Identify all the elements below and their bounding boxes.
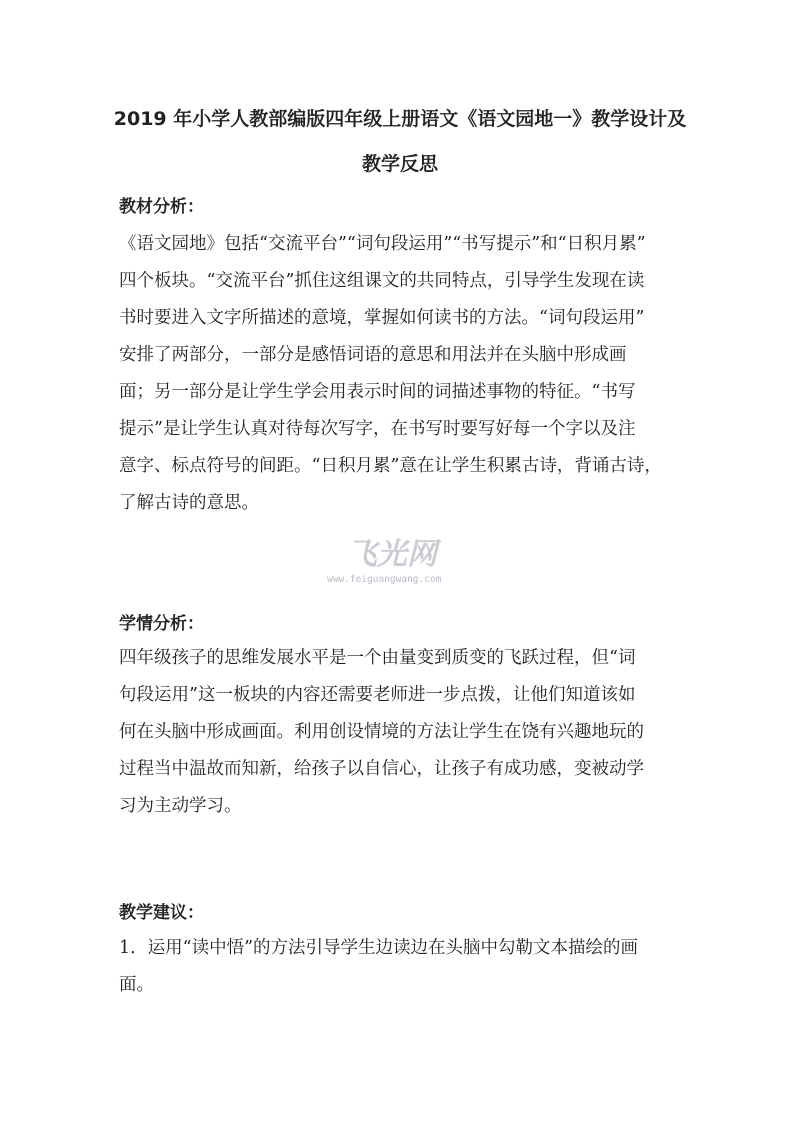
material-analysis-heading: 教材分析： (119, 197, 204, 217)
watermark-brand: 飞光网 (347, 537, 437, 572)
teaching-suggestions-heading: 教学建议： (119, 903, 204, 923)
teaching-suggestions-body: 1．运用“读中悟”的方法引导学生边读边在头脑中勾勒文本描绘的画 面。 (119, 938, 639, 995)
student-analysis-heading: 学情分析： (119, 614, 204, 634)
watermark-logo (325, 528, 475, 590)
document-title-line-1: 2019 年小学人教部编版四年级上册语文《语文园地一》教学设计及 (113, 108, 687, 130)
document-title-line-2: 教学反思 (361, 153, 438, 175)
student-analysis-body: 四年级孩子的思维发展水平是一个由量变到质变的飞跃过程，但“词 句段运用”这一板块的内容还需要老师进一步点拨，让他们知道该如 何在头脑中形成画面。利用创设情境的方法让学生在饶有兴趣地玩的 过程当中温故而知新，给孩子以自信心，让孩子有成功感，变被动学 习为主动学习。 (119, 648, 644, 816)
material-analysis-body: 《语文园地》包括“交流平台”“词句段运用”“书写提示”和“日积月累” 四个板块。“交流平台”抓住这组课文的共同特点，引导学生发现在读 书时要进入文字所描述的意境，掌握如何读书的方法。“词句段运用” 安排了两部分，一部分是感悟词语的意思和用法并在头脑中形成画 面；另一部分是让学生学会用表示时间的词描述事物的特征。“书写 提示”是让学生认真对待每次写字，在书写时要写好每一个字以及注 意字、标点符号的间距。“日积月累”意在让学生积累古诗，背诵古诗， 了解古诗的意思。 (119, 234, 662, 513)
watermark-url: www.feiguangwang.com (327, 574, 442, 585)
